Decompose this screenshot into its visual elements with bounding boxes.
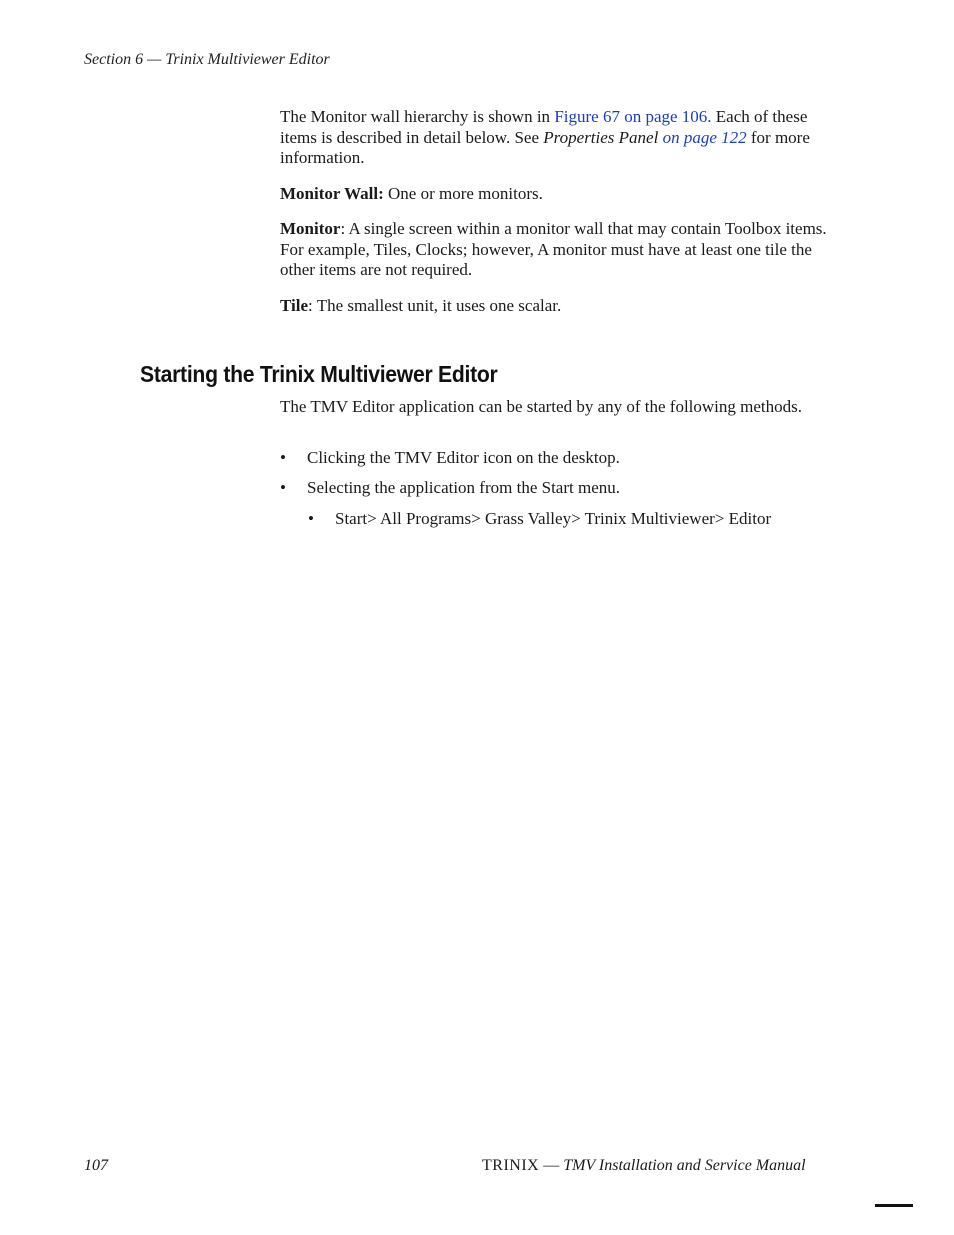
corner-rule	[875, 1204, 913, 1207]
running-header: Section 6 — Trinix Multiviewer Editor	[84, 51, 330, 68]
list-item-text: Selecting the application from the Start menu.	[307, 478, 620, 497]
intro-text-3: for more information.	[280, 127, 810, 167]
tile-text: : The smallest unit, it uses one scalar.	[308, 296, 562, 315]
figure-67-link[interactable]: Figure 67 on page 106.	[554, 107, 712, 126]
list-item	[280, 448, 620, 469]
section-intro-text: The TMV Editor application can be started by any of the following methods.	[280, 397, 803, 416]
monitor-wall-term: Monitor Wall:	[280, 184, 384, 203]
section-intro-paragraph	[280, 397, 840, 418]
bullet-icon: •	[308, 509, 314, 528]
monitor-text: : A single screen within a monitor wall that may contain Toolbox items. For example, Tiles, Clocks; however, A monitor must have at least one tile the other items are not required.	[280, 219, 827, 279]
page-122-link[interactable]: on page 122	[662, 127, 747, 147]
section-heading: Starting the Trinix Multiviewer Editor	[140, 361, 498, 387]
footer-product: TRINIX	[482, 1157, 540, 1174]
intro-text-1: The Monitor wall hierarchy is shown in	[280, 107, 555, 126]
list-item-text: Clicking the TMV Editor icon on the desktop.	[307, 448, 620, 467]
tile-term: Tile	[280, 296, 309, 315]
properties-panel-ref: Properties Panel	[543, 127, 659, 147]
intro-paragraph	[280, 107, 840, 169]
sub-list-item-text: Start> All Programs> Grass Valley> Trinix Multiviewer> Editor	[335, 509, 772, 528]
monitor-wall-text: One or more monitors.	[383, 184, 543, 203]
page-number: 107	[84, 1157, 108, 1174]
monitor-definition	[280, 219, 840, 281]
bullet-icon: •	[280, 478, 286, 497]
sub-list-item	[308, 509, 772, 530]
intro-text-2: Each of these items is described in detail below. See	[280, 107, 808, 147]
bullet-icon: •	[280, 448, 286, 467]
footer-title	[482, 1157, 806, 1175]
monitor-term: Monitor	[280, 219, 341, 238]
footer-separator: —	[539, 1157, 564, 1174]
tile-definition	[280, 296, 840, 317]
list-item	[280, 478, 620, 499]
footer-manual-title: TMV Installation and Service Manual	[563, 1157, 806, 1174]
monitor-wall-definition	[280, 184, 840, 205]
